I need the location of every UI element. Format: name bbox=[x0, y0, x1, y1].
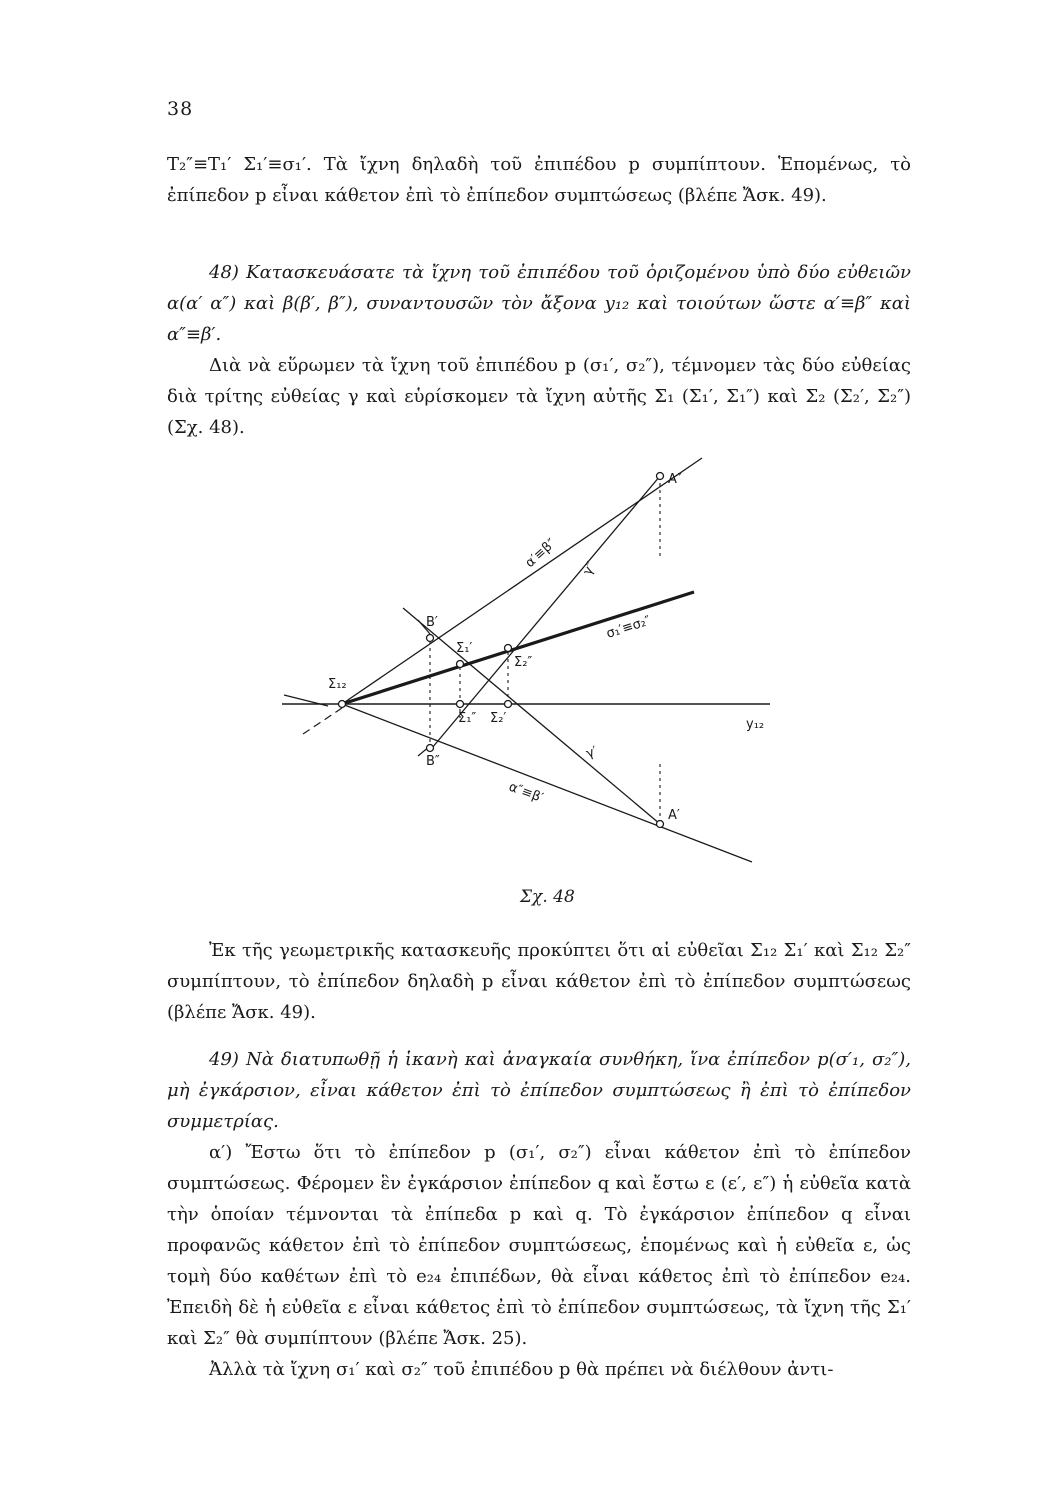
point-a1 bbox=[657, 821, 664, 828]
exercise-49-part-a: α′) Ἔστω ὅτι τὸ ἐπίπεδον p (σ₁′, σ₂″) εἶναι κάθετον ἐπὶ τὸ ἐπίπεδον συμπτώσεως. Φέρομεν ἓν ἐγκάρσιον ἐπίπεδον q καὶ ἔστω ε (ε′, ε″) ἡ εὐθεῖα κατὰ τὴν ὁποίαν τέμνονται τὰ ἐπίπεδα p καὶ q. Τὸ ἐγκάρσιον ἐπίπεδον q εἶναι προφανῶς κάθετον ἐπὶ τὸ ἐπίπεδον συμπτώσεως, ἑπομένως καὶ ἡ εὐθεῖα ε, ὡς τομὴ δύο καθέτων ἐπὶ τὸ e₂₄ ἐπιπέδων, θὰ εἶναι κάθετος ἐπὶ τὸ ἐπίπεδον e₂₄. Ἐπειδὴ δὲ ἡ εὐθεῖα ε εἶναι κάθετος ἐπὶ τὸ ἐπίπεδον συμπτώσεως, τὰ ἴχνη τῆς Σ₁′ καὶ Σ₂″ θὰ συμπίπτουν (βλέπε Ἄσκ. 25). bbox=[167, 1142, 911, 1349]
label-s12: Σ₁₂ bbox=[328, 677, 347, 692]
point-s12 bbox=[339, 701, 346, 708]
exercise-49-last-line: Ἀλλὰ τὰ ἴχνη σ₁′ καὶ σ₂″ τοῦ ἐπιπέδου p θὰ πρέπει νὰ διέλθουν ἀντι- bbox=[209, 1359, 834, 1380]
label-gamma2: γ″ bbox=[580, 559, 600, 578]
exercise-48-statement: 48) Κατασκευάσατε τὰ ἴχνη τοῦ ἐπιπέδου τοῦ ὁριζομένου ὑπὸ δύο εὐθειῶν α(α′ α″) καὶ β(β′, β″), συναντουσῶν τὸν ἄξονα y₁₂ καὶ τοιούτων ὥστε α′≡β″ καὶ α″≡β′. bbox=[167, 262, 911, 345]
label-a1: A′ bbox=[668, 808, 680, 823]
label-b1: B′ bbox=[426, 615, 438, 630]
dash-extension-lower bbox=[303, 708, 342, 734]
label-s1pp: Σ₁″ bbox=[458, 711, 477, 726]
exercise-49-block bbox=[167, 1044, 911, 1385]
label-s1p: Σ₁′ bbox=[456, 641, 473, 656]
sigma-trace-line bbox=[342, 592, 694, 704]
label-a2: A″ bbox=[668, 472, 682, 487]
line-alpha2-beta1 bbox=[342, 704, 752, 862]
label-gamma1: γ′ bbox=[584, 744, 600, 762]
line-gamma2 bbox=[432, 476, 660, 748]
point-s2pp bbox=[505, 645, 512, 652]
exercise-48-solution: Διὰ νὰ εὕρωμεν τὰ ἴχνη τοῦ ἐπιπέδου p (σ₁′, σ₂″), τέμνομεν τὰς δύο εὐθείας διὰ τρίτης εὐθείας γ καὶ εὑρίσκομεν τὰ ἴχνη αὐτῆς Σ₁ (Σ₁′, Σ₁″) καὶ Σ₂ (Σ₂′, Σ₂″) (Σχ. 48). bbox=[167, 355, 911, 438]
label-axis: y₁₂ bbox=[746, 717, 765, 732]
point-b1 bbox=[427, 635, 434, 642]
top-paragraph-block bbox=[167, 149, 911, 211]
exercise-49-statement: 49) Νὰ διατυπωθῇ ἡ ἱκανὴ καὶ ἀναγκαία συνθήκη, ἵνα ἐπίπεδον p(σ′₁, σ₂″), μὴ ἐγκάρσιον, εἶναι κάθετον ἐπὶ τὸ ἐπίπεδον συμπτώσεως ἢ ἐπὶ τὸ ἐπίπεδον συμμετρίας. bbox=[167, 1049, 911, 1132]
point-b2 bbox=[427, 745, 434, 752]
label-line-bottom: α″≡β′ bbox=[506, 779, 546, 806]
label-s2pp: Σ₂″ bbox=[514, 655, 533, 670]
point-a2 bbox=[657, 473, 664, 480]
after-figure-block bbox=[167, 935, 911, 1028]
label-line-top: α′≡β″ bbox=[522, 536, 560, 571]
figure-48 bbox=[270, 438, 790, 878]
exercise-48-block bbox=[167, 257, 911, 443]
page-number: 38 bbox=[167, 98, 194, 120]
label-s2p: Σ₂′ bbox=[490, 711, 507, 726]
label-b2: B″ bbox=[426, 754, 440, 769]
figure-caption: Σχ. 48 bbox=[520, 887, 575, 907]
point-s1p bbox=[457, 661, 464, 668]
after-figure-paragraph: Ἐκ τῆς γεωμετρικῆς κατασκευῆς προκύπτει ὅτι αἱ εὐθεῖαι Σ₁₂ Σ₁′ καὶ Σ₁₂ Σ₂″ συμπίπτουν, τὸ ἐπίπεδον δηλαδὴ p εἶναι κάθετον ἐπὶ τὸ ἐπίπεδον συμπτώσεως (βλέπε Ἄσκ. 49). bbox=[167, 940, 911, 1023]
label-sigma: σ₁′≡σ₂″ bbox=[604, 613, 653, 642]
top-paragraph: T₂″≡T₁′ Σ₁′≡σ₁′. Τὰ ἴχνη δηλαδὴ τοῦ ἐπιπέδου p συμπίπτουν. Ἑπομένως, τὸ ἐπίπεδον p εἶναι κάθετον ἐπὶ τὸ ἐπίπεδον συμπτώσεως (βλέπε Ἄσκ. 49). bbox=[167, 154, 911, 206]
point-s2p bbox=[505, 701, 512, 708]
point-s1pp bbox=[457, 701, 464, 708]
